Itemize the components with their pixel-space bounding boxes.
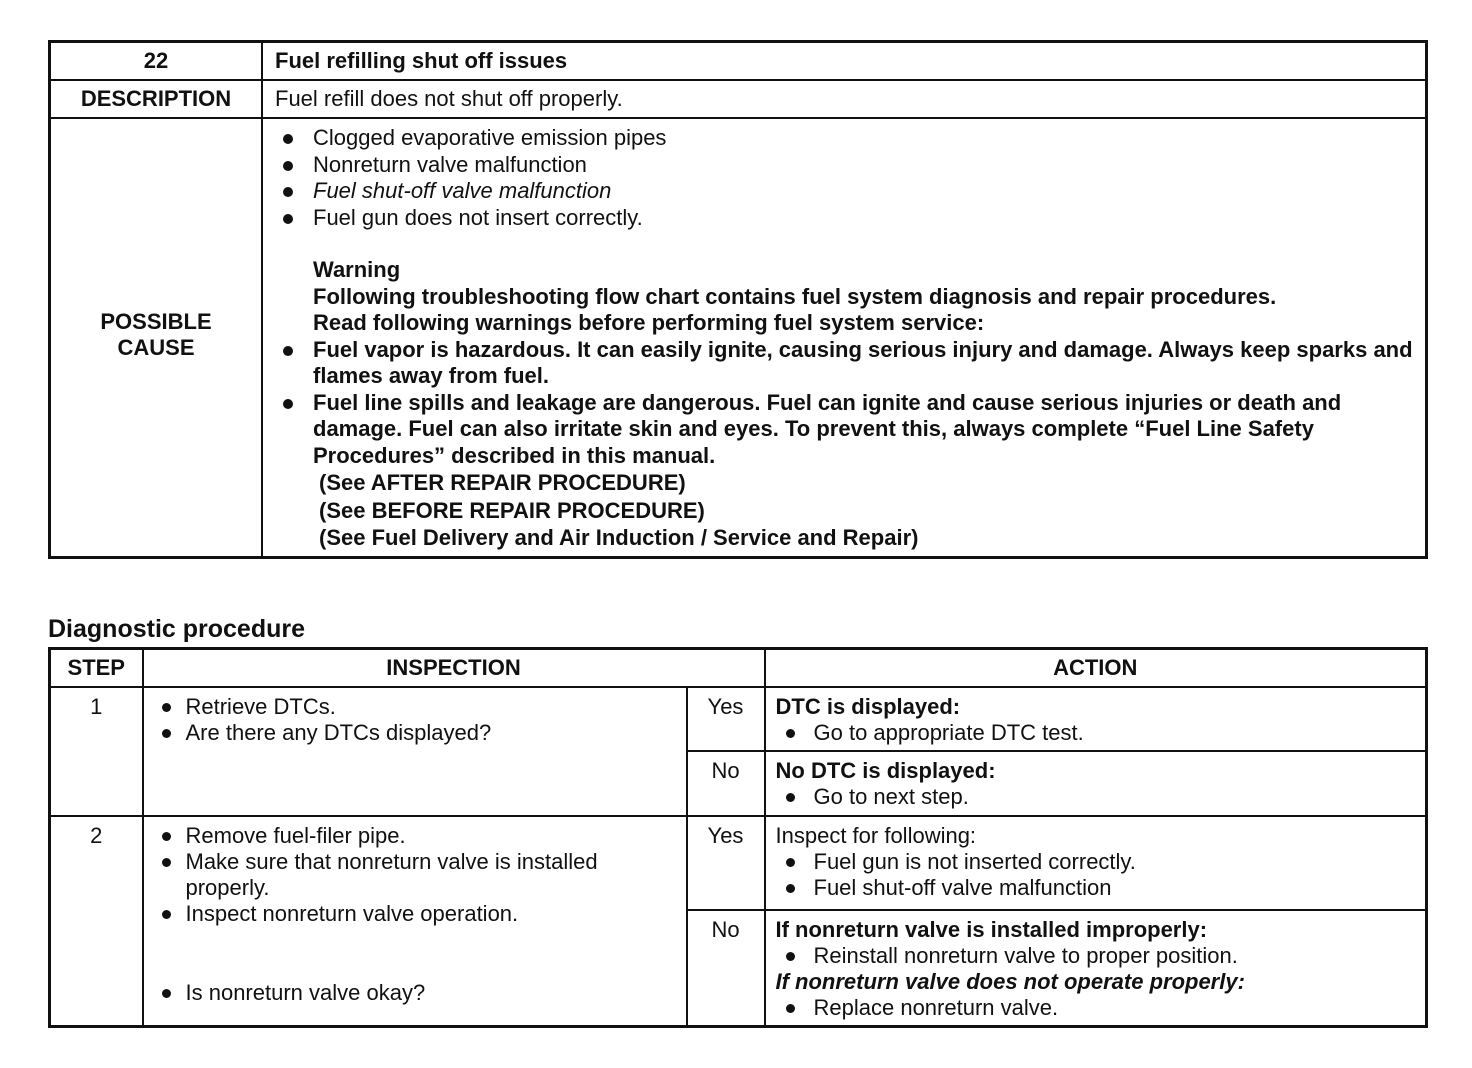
see-also-reference: (See AFTER REPAIR PROCEDURE) bbox=[319, 470, 686, 495]
diagnostic-table bbox=[48, 647, 1428, 1028]
action-title: No DTC is displayed: bbox=[775, 758, 996, 783]
issue-header-row bbox=[50, 42, 1427, 81]
possible-cause-label-line2: CAUSE bbox=[117, 334, 195, 360]
cause-item: Fuel shut-off valve malfunction bbox=[281, 178, 1413, 205]
cause-list bbox=[281, 125, 1413, 231]
yes-label: Yes bbox=[687, 816, 765, 910]
cause-item: Fuel gun does not insert correctly. bbox=[281, 205, 1413, 232]
action-item: Replace nonreturn valve. bbox=[786, 995, 1416, 1021]
possible-cause-row bbox=[50, 118, 1427, 557]
description-text: Fuel refill does not shut off properly. bbox=[262, 80, 1427, 118]
no-action bbox=[765, 751, 1427, 816]
issue-number: 22 bbox=[50, 42, 263, 81]
action-title: Inspect for following: bbox=[775, 823, 977, 848]
step-1-yes-row bbox=[50, 687, 1427, 751]
inspection-item: Make sure that nonreturn valve is installed properly. bbox=[162, 849, 676, 901]
no-action bbox=[765, 910, 1427, 1027]
step-2-yes-row bbox=[50, 816, 1427, 910]
step-header: STEP bbox=[50, 649, 143, 688]
action-title: If nonreturn valve does not operate properly: bbox=[775, 969, 1245, 994]
cause-item: Nonreturn valve malfunction bbox=[281, 152, 1413, 179]
possible-cause-label bbox=[50, 118, 263, 557]
action-header: ACTION bbox=[765, 649, 1427, 688]
warning-item: Fuel line spills and leakage are dangerous. Fuel can ignite and cause serious injuries or death and damage. Fuel can also irritate skin and eyes. To prevent this, always complete “Fuel Line Safety Procedures” described in this manual. bbox=[281, 390, 1413, 470]
action-item: Reinstall nonreturn valve to proper position. bbox=[786, 943, 1416, 969]
yes-label: Yes bbox=[687, 687, 765, 751]
issue-table bbox=[48, 40, 1428, 559]
see-also-reference: (See BEFORE REPAIR PROCEDURE) bbox=[319, 497, 705, 523]
inspection-item: Retrieve DTCs. bbox=[162, 694, 676, 720]
warning-title: Warning bbox=[313, 257, 401, 282]
warning-intro: Following troubleshooting flow chart contains fuel system diagnosis and repair procedures. bbox=[313, 283, 1277, 309]
inspection-item: Remove fuel-filer pipe. bbox=[162, 823, 676, 849]
description-row bbox=[50, 80, 1427, 118]
no-label: No bbox=[687, 751, 765, 816]
yes-action bbox=[765, 687, 1427, 751]
action-title: DTC is displayed: bbox=[775, 694, 961, 719]
yes-action bbox=[765, 816, 1427, 910]
no-label: No bbox=[687, 910, 765, 1027]
description-label: DESCRIPTION bbox=[50, 80, 263, 118]
inspection-item: Is nonreturn valve okay? bbox=[162, 980, 676, 1006]
action-item: Fuel gun is not inserted correctly. bbox=[786, 849, 1416, 875]
diagnostic-heading: Diagnostic procedure bbox=[48, 615, 305, 643]
step-number: 2 bbox=[50, 816, 143, 1027]
step-inspection bbox=[143, 816, 687, 1027]
action-title: If nonreturn valve is installed improperly: bbox=[775, 917, 1208, 942]
inspection-item: Are there any DTCs displayed? bbox=[162, 720, 676, 746]
warning-item: Fuel vapor is hazardous. It can easily ignite, causing serious injury and damage. Always keep sparks and flames away from fuel. bbox=[281, 337, 1413, 390]
step-inspection bbox=[143, 687, 687, 816]
possible-cause-content bbox=[262, 118, 1427, 557]
inspection-item: Inspect nonreturn valve operation. bbox=[162, 901, 676, 927]
action-item: Go to next step. bbox=[786, 784, 1416, 810]
inspection-header: INSPECTION bbox=[143, 649, 765, 688]
possible-cause-label-line1: POSSIBLE bbox=[100, 308, 212, 334]
action-item: Go to appropriate DTC test. bbox=[786, 720, 1416, 746]
warning-intro: Read following warnings before performing fuel system service: bbox=[313, 310, 985, 335]
action-item: Fuel shut-off valve malfunction bbox=[786, 875, 1416, 901]
cause-item: Clogged evaporative emission pipes bbox=[281, 125, 1413, 152]
diagnostic-header-row bbox=[50, 649, 1427, 688]
warning-list bbox=[281, 337, 1413, 470]
step-number: 1 bbox=[50, 687, 143, 816]
issue-title: Fuel refilling shut off issues bbox=[262, 42, 1427, 81]
see-also-reference: (See Fuel Delivery and Air Induction / Service and Repair) bbox=[319, 525, 919, 550]
